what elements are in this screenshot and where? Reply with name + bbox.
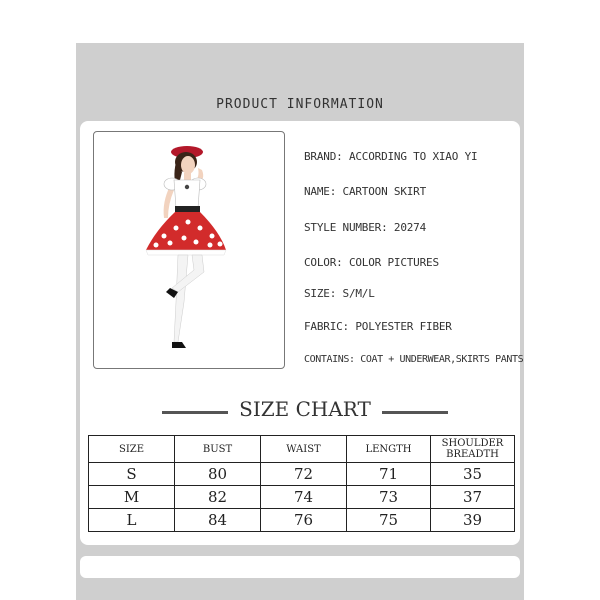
- heading-rule-right: [382, 411, 448, 414]
- style-number-text: STYLE NUMBER: 20274: [304, 221, 427, 234]
- color-text: COLOR: COLOR PICTURES: [304, 256, 439, 269]
- table-row: [89, 463, 515, 486]
- cell-bust: 80: [175, 463, 261, 486]
- name-text: NAME: CARTOON SKIRT: [304, 185, 427, 198]
- cell-shoulder-breadth: 39: [431, 509, 515, 532]
- header-size: SIZE: [89, 436, 175, 463]
- brand-text: BRAND: ACCORDING TO XIAO YI: [304, 150, 478, 163]
- size-chart-title: SIZE CHART: [239, 397, 371, 421]
- header-shoulder-breadth: [431, 436, 515, 463]
- table-row: [89, 486, 515, 509]
- header-breadth: BREADTH: [446, 449, 499, 460]
- table-header-row: [89, 436, 515, 463]
- size-chart-table: [88, 435, 515, 532]
- cell-length: 71: [347, 463, 431, 486]
- fabric-text: FABRIC: POLYESTER FIBER: [304, 320, 452, 333]
- product-information-title: PRODUCT INFORMATION: [216, 97, 384, 112]
- cell-bust: 84: [175, 509, 261, 532]
- header-bust: BUST: [175, 436, 261, 463]
- cell-shoulder-breadth: 35: [431, 463, 515, 486]
- table-row: [89, 509, 515, 532]
- header-length: LENGTH: [347, 436, 431, 463]
- cell-size: S: [89, 463, 175, 486]
- cell-size: L: [89, 509, 175, 532]
- header-waist: WAIST: [261, 436, 347, 463]
- cell-waist: 74: [261, 486, 347, 509]
- cell-bust: 82: [175, 486, 261, 509]
- cell-shoulder-breadth: 37: [431, 486, 515, 509]
- heading-rule-left: [162, 411, 228, 414]
- cell-length: 73: [347, 486, 431, 509]
- cell-length: 75: [347, 509, 431, 532]
- header-shoulder: SHOULDER: [441, 438, 504, 449]
- contains-text: CONTAINS: COAT + UNDERWEAR,SKIRTS PANTS: [304, 354, 524, 365]
- size-chart-heading: [160, 397, 450, 427]
- cell-waist: 72: [261, 463, 347, 486]
- cell-waist: 76: [261, 509, 347, 532]
- cell-size: M: [89, 486, 175, 509]
- size-text: SIZE: S/M/L: [304, 287, 375, 300]
- costume-model-illustration: [94, 132, 284, 368]
- product-photo: [93, 131, 285, 369]
- bottom-card: [80, 556, 520, 578]
